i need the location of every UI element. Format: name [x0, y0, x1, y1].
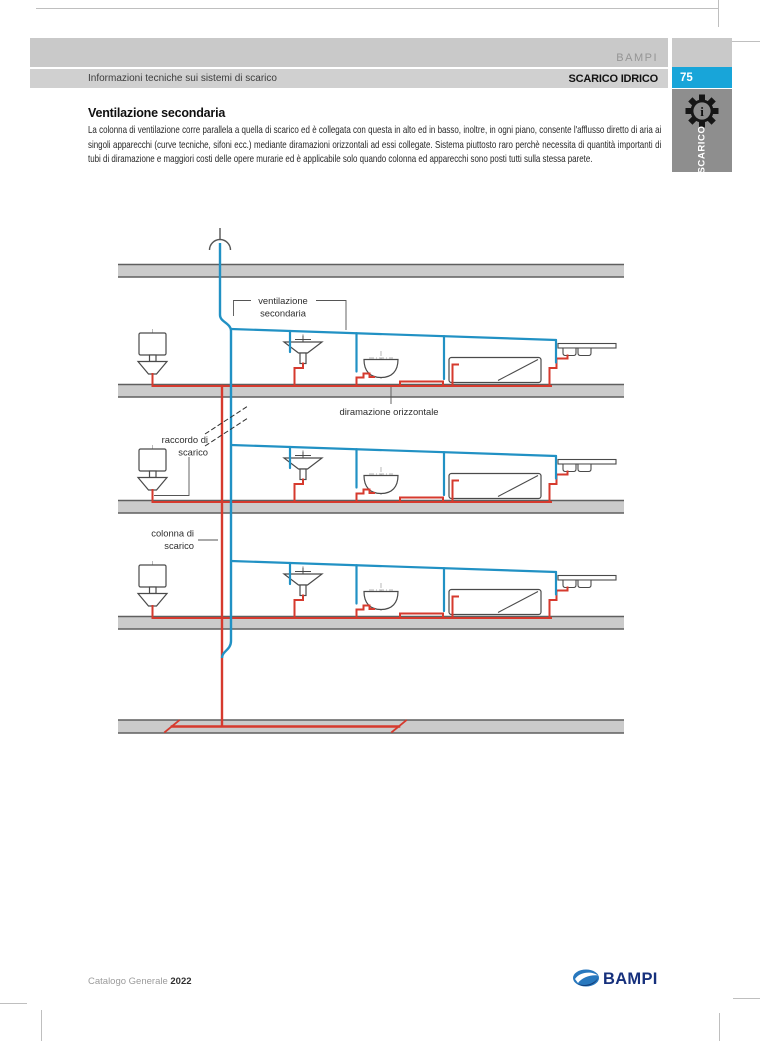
- floor-1: [118, 329, 624, 397]
- label-ventilazione-secondaria-2: secondaria: [260, 307, 306, 319]
- crop-mark-top-right-v: [718, 0, 719, 27]
- svg-text:i: i: [700, 104, 704, 119]
- crop-mark-bottom-right-h: [733, 998, 760, 999]
- label-colonna-di-scarico-2: scarico: [164, 540, 194, 551]
- crop-mark-bottom-left-h: [0, 1003, 27, 1004]
- catalog-label: Catalogo Generale: [88, 976, 168, 987]
- label-colonna-di-scarico-1: colonna di: [151, 527, 194, 539]
- bampi-logo: [572, 963, 672, 993]
- label-diramazione-orizzontale: diramazione orizzontale: [339, 406, 439, 417]
- bampi-logo-text: BAMPI: [603, 970, 658, 988]
- pipe-break-marks: [205, 406, 248, 446]
- page-title: Ventilazione secondaria: [88, 106, 226, 120]
- header-section-right: SCARICO IDRICO: [568, 72, 658, 85]
- catalog-year: 2022: [170, 976, 192, 987]
- label-raccordo-di-scarico-2: scarico: [178, 446, 208, 458]
- header-section-left: Informazioni tecniche sui sistemi di scarico: [88, 73, 277, 84]
- header-corner-block: [672, 38, 732, 67]
- page-number-badge: 75: [672, 67, 732, 88]
- crop-mark-top-right-h: [732, 41, 760, 42]
- body-paragraph: La colonna di ventilazione corre parallela a quella di scarico ed è collegata con questa in alto ed in basso, inoltre, in ogni piano, consente l'afflusso diretto di aria ai singoli apparecchi (curve tecniche, sifoni ecc.) mediante diramazioni orizzontali ad essi collegate. Sistema piuttosto raro perchè necessita di quantità importanti di tubi di diramazione e maggiori costi delle opere murarie ed è applicabile solo quando colonna ed apparecchi sono posti tutti sulla stessa parete.: [88, 125, 662, 166]
- header-strip: [30, 69, 668, 88]
- brand-name: BAMPI: [616, 52, 658, 64]
- label-raccordo-di-scarico-1: raccordo di: [161, 434, 208, 445]
- roof-slab: [118, 265, 624, 278]
- header-band: [30, 38, 668, 67]
- floor-3: [118, 561, 624, 629]
- drainage-diagram: [100, 215, 660, 760]
- crop-mark-bottom-left-v: [41, 1010, 42, 1041]
- label-ventilazione-secondaria-1: ventilazione: [258, 295, 308, 306]
- side-tab-label: SCARICO: [696, 124, 708, 174]
- footer-catalog-info: [88, 976, 192, 987]
- crop-mark-bottom-right-v: [719, 1013, 720, 1041]
- crop-mark-top: [36, 8, 718, 9]
- side-tab-scarico: [672, 89, 732, 172]
